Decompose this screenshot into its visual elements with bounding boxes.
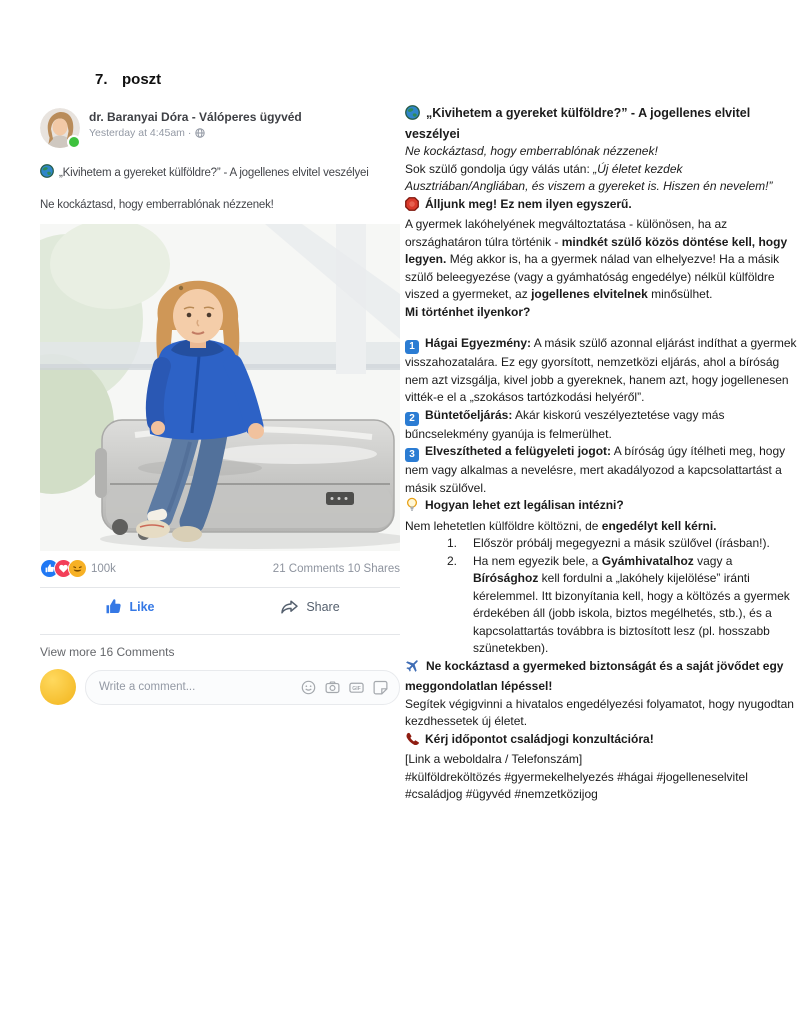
comment-box[interactable] [85, 670, 400, 705]
post-text-line2: Ne kockáztasd, hogy emberrablónak nézzenek! [40, 199, 274, 211]
post-text-line1: „Kivihetem a gyereket külföldre?” - A jogellenes elvitel veszélyei [59, 167, 369, 179]
page-title-number: 7. [95, 71, 108, 88]
like-button[interactable] [40, 598, 220, 615]
cta-link: [Link a weboldalra / Telefonszám] [405, 752, 583, 766]
page-title-label: poszt [122, 71, 162, 88]
facebook-post-card [40, 108, 400, 705]
camera-icon[interactable] [325, 680, 340, 695]
keycap-3-icon: 3 [405, 448, 419, 462]
post-timestamp: Yesterday at 4:45am · [89, 127, 192, 139]
stop-sign-icon [405, 197, 419, 217]
globe-emoji-icon [40, 164, 54, 183]
emoji-icon[interactable] [301, 680, 316, 695]
airplane-icon [405, 658, 420, 679]
author-avatar[interactable] [40, 108, 80, 148]
list-item: 2 Büntetőeljárás: Akár kiskorú veszélyeztetése vagy más bűncselekmény gyanúja is felmerülhet. [405, 407, 725, 441]
post-author[interactable]: dr. Baranyai Dóra - Válóperes ügyvéd [89, 110, 302, 124]
consequence-list [405, 335, 797, 497]
how-heading: Hogyan lehet ezt legálisan intézni? [405, 497, 797, 518]
question-heading: Mi történhet ilyenkor? [405, 304, 531, 319]
comment-input[interactable] [97, 680, 293, 694]
stop-heading: Álljunk meg! Ez nem ilyen egyszerű. [405, 196, 797, 217]
post-header [40, 108, 400, 148]
article-intro: Sok szülő gondolja úgy válás után: „Új életet kezdek Ausztriában/Angliában, és viszem a gyereket is. Hiszen én nevelem!” [405, 161, 773, 193]
comment-composer [40, 669, 400, 705]
page-title [95, 71, 161, 88]
step-item: 1. Először próbálj megegyezni a másik szülővel (írásban!). [447, 536, 770, 550]
phone-icon [405, 732, 419, 752]
steps-list [405, 535, 797, 658]
svg-text:GIF: GIF [352, 685, 361, 692]
keycap-1-icon: 1 [405, 340, 419, 354]
lightbulb-icon [405, 497, 419, 518]
share-button[interactable] [220, 598, 400, 615]
commenter-avatar [40, 669, 76, 705]
article-paragraph-1: A gyermek lakóhelyének megváltoztatása - különösen, ha az országhatáron túlra történik - mindkét szülő közös döntése kell, hogy legyen. Még akkor is, ha a gyermek nálad van elhelyezve! Ha a másik szülő beleegyezése (vagy a gyámhatóság engedélye) nélkül külföldre viszed a gyermeket, az jogellenes elvitelnek minősülhet. [405, 217, 788, 301]
list-item: 3 Elveszítheted a felügyeleti jogot: A bíróság úgy ítélheti meg, hogy nem vagy alkalmas a nevelésre, mert akadályozod a kapcsolattartást a másik szülővel. [405, 444, 786, 495]
article-hook: Ne kockáztasd, hogy emberrablónak nézzenek! [405, 144, 658, 158]
child-on-suitcase-illustration [40, 224, 400, 551]
privacy-globe-icon [195, 128, 205, 138]
step-item: 2. Ha nem egyezik bele, a Gyámhivatalhoz vagy a Bírósághoz kell fordulni a „lakóhely kijelölése” iránti kérelemmel. Itt bizonyítania kell, hogy a költözés a gyermek érdekében áll (jobb iskola, biztos megélhetés, stb.), és a kapcsolattartás továbbra is biztosított lesz (pl. hosszabb szünetekben). [447, 553, 790, 655]
haha-reaction-icon [68, 559, 87, 578]
comments-shares-count[interactable]: 21 Comments 10 Shares [272, 562, 400, 575]
view-more-comments[interactable]: View more 16 Comments [40, 645, 175, 659]
gif-icon[interactable] [349, 680, 364, 695]
reactions-summary[interactable] [40, 559, 116, 578]
warning-heading: Ne kockáztasd a gyermeked biztonságát és a saját jövődet egy meggondolatlan lépéssel! [405, 658, 797, 696]
article-title: „Kivihetem a gyereket külföldre?” - A jogellenes elvitel veszélyei [405, 106, 751, 141]
post-image[interactable] [40, 224, 400, 551]
post-copy-text [405, 104, 797, 804]
share-button-label: Share [306, 599, 340, 614]
warning-text: Segítek végigvinni a hivatalos engedélyezési folyamatot, hogy nyugodtan kezdhessetek új életet. [405, 696, 794, 728]
hashtags: #külföldreköltözés #gyermekelhelyezés #hágai #jogelleneselvitel #családjog #ügyvéd #nemzetközijog [405, 769, 748, 801]
how-lead: Nem lehetetlen külföldre költözni, de engedélyt kell kérni. [405, 518, 717, 533]
like-thumb-icon [105, 598, 122, 615]
like-button-label: Like [129, 599, 155, 614]
divider [40, 634, 400, 635]
post-action-bar [40, 588, 400, 625]
keycap-2-icon: 2 [405, 412, 419, 426]
share-arrow-icon [280, 598, 299, 615]
reactions-count: 100k [91, 562, 116, 575]
post-header-text [89, 108, 302, 139]
cta-heading: Kérj időpontot családjogi konzultációra! [405, 731, 797, 752]
globe-icon [405, 105, 420, 125]
sticker-icon[interactable] [373, 680, 388, 695]
online-status-dot [67, 135, 81, 149]
list-item: 1 Hágai Egyezmény: A másik szülő azonnal eljárást indíthat a gyermek visszahozatalára. Ez egy gyorsított, nemzetközi eljárás, ahol a bíróság nem azt vizsgálja, kivel jobb a gyereknek, hanem azt, hogy jogellenesen vitték-e el a „szokásos tartózkodási helyéről”. [405, 336, 797, 404]
